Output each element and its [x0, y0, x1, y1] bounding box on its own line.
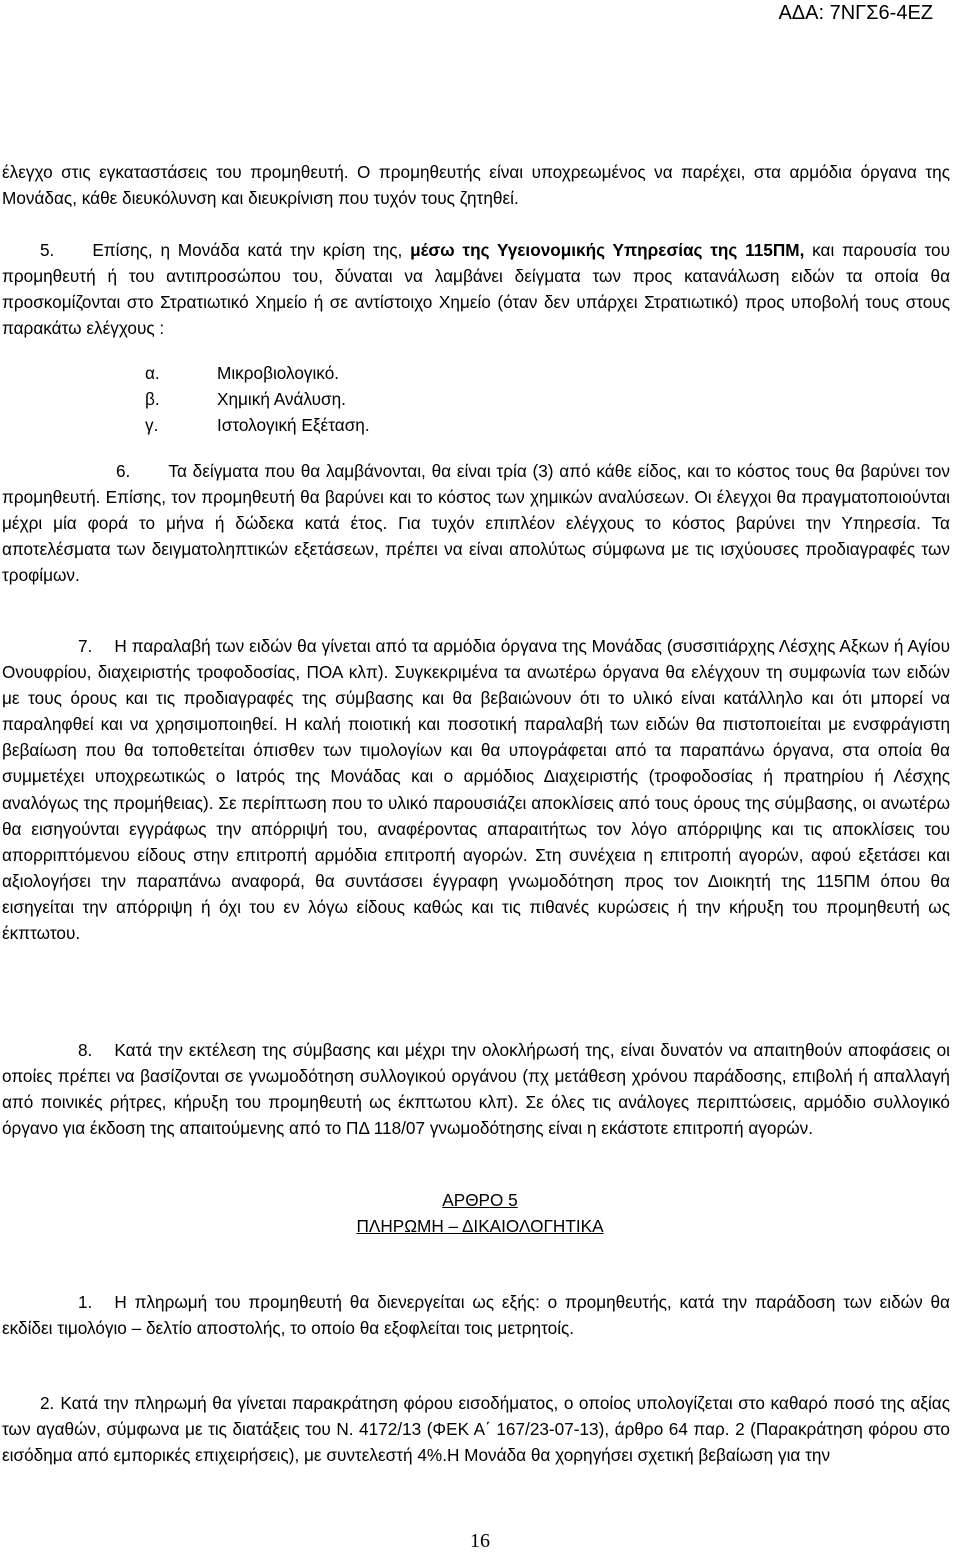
paragraph-5: [2, 237, 950, 341]
paragraph-8: [2, 1037, 950, 1141]
intro-paragraph: έλεγχο στις εγκαταστάσεις του προμηθευτή. Ο προμηθευτής είναι υποχρεωμένος να παρέχει, στα αρμόδια όργανα της Μονάδας, κάθε διευκόλυνση και διευκρίνιση που τυχόν τους ζητηθεί.: [2, 162, 950, 209]
test-item-label: β.: [145, 389, 160, 409]
article-paragraph-2: [2, 1390, 950, 1468]
paragraph-7: [2, 633, 950, 946]
test-item-a: [145, 360, 339, 386]
paragraph-5-text-b: και παρουσία του προμηθευτή ή του αντιπροσώπου του, δύναται να λαμβάνει δείγματα των προς κατανάλωση ειδών τα οποία θα προσκομίζονται στο Στρατιωτικό Χημείο ή σε αντίστοιχο Χημείο (όταν δεν υπάρχει Στρατιωτικό) προς υποβολή τους στους παρακάτω ελέγχους :: [2, 240, 950, 339]
paragraph-6-text: Τα δείγματα που θα λαμβάνονται, θα είναι τρία (3) από κάθε είδος, και το κόστος τους θα βαρύνει τον προμηθευτή. Επίσης, τον προμηθευτή θα βαρύνει και το κόστος των χημικών αναλύσεων. Οι έλεγχοι θα πραγματοποιούνται μέχρι μία φορά το μήνα ή δώδεκα κατά έτος. Για τυχόν επιπλέον ελέγχους το κόστος βαρύνει την Υπηρεσία. Τα αποτελέσματα των δειγματοληπτικών εξετάσεων, πρέπει να είναι απολύτως σύμφωνα με τις ισχύουσες προδιαγραφές των τροφίμων.: [2, 461, 950, 586]
paragraph-8-text: Κατά την εκτέλεση της σύμβασης και μέχρι την ολοκλήρωσή της, είναι δυνατόν να απαιτηθούν αποφάσεις οι οποίες πρέπει να βασίζονται σε γνωμοδότηση συλλογικού οργάνου (πχ μετάθεση χρόνου παράδοσης, επιβολή ή απαλλαγή από ποινικές ρήτρες, κήρυξη του προμηθευτή ως έκπτωτου κλπ). Σε όλες τις ανάλογες περιπτώσεις, αρμόδιο συλλογικό όργανο για έκδοση της απαιτούμενης από το ΠΔ 118/07 γνωμοδότησης είναι η εκάστοτε επιτροπή αγορών.: [2, 1040, 950, 1139]
article-title: ΑΡΘΡΟ 5: [442, 1190, 518, 1210]
paragraph-5-text-a: Επίσης, η Μονάδα κατά την κρίση της,: [92, 240, 411, 260]
article-paragraph-1-text: Η πληρωμή του προμηθευτή θα διενεργείται ως εξής: ο προμηθευτής, κατά την παράδοση των ειδών θα εκδίδει τιμολόγιο – δελτίο αποστολής, το οποίο θα εξοφλείται τοις μετρητοίς.: [2, 1292, 950, 1339]
paragraph-5-number: 5.: [40, 240, 55, 260]
test-item-b: [145, 386, 346, 412]
test-item-text: Χημική Ανάλυση.: [217, 389, 346, 409]
page-number: 16: [470, 1530, 490, 1552]
article-paragraph-2-number: 2.: [40, 1393, 55, 1413]
article-paragraph-2-text: Κατά την πληρωμή θα γίνεται παρακράτηση φόρου εισοδήματος, ο οποίος υπολογίζεται στο καθαρό ποσό της αξίας των αγαθών, σύμφωνα με τις διατάξεις του Ν. 4172/13 (ΦΕΚ Α΄ 167/23-07-13), άρθρο 64 παρ. 2 (Παρακράτηση φόρου στο εισόδημα από εμπορικές επιχειρήσεις), με συντελεστή 4%.Η Μονάδα θα χορηγήσει σχετική βεβαίωση για την: [2, 1393, 950, 1466]
paragraph-7-text: Η παραλαβή των ειδών θα γίνεται από τα αρμόδια όργανα της Μονάδας (συσσιτιάρχης Λέσχης Αξκων ή Αγίου Ονουφρίου, διαχειριστής τροφοδοσίας, ΠΟΑ κλπ). Συγκεκριμένα τα ανωτέρω όργανα θα ελέγχουν τη συμφωνία των ειδών με τους όρους και τις προδιαγραφές της σύμβασης και θα βεβαιώνουν ότι το υλικό είναι κατάλληλο και ότι μπορεί να παραληφθεί και να χρησιμοποιηθεί. Η καλή ποιοτική και ποσοτική παραλαβή των ειδών θα πιστοποιείται με ενσφράγιστη βεβαίωση που θα τοποθετείται όπισθεν των τιμολογίων και θα υπογράφεται από τα παραπάνω όργανα, στα οποία θα συμμετέχει υποχρεωτικώς ο Ιατρός της Μονάδας και ο αρμόδιος Διαχειριστής (τροφοδοσίας ή πρατηρίου ή Λέσχης αναλόγως της προμήθειας). Σε περίπτωση που το υλικό παρουσιάζει αποκλίσεις από τους όρους της σύμβασης, οι ανωτέρω θα εισηγούνται εγγράφως την απόρριψή του, αναφέροντας απαραιτήτως τον λόγο απόρριψης και τις αποκλίσεις του απορριπτόμενου είδους στην επιτροπή αρμόδια επιτροπή αγορών. Στη συνέχεια η επιτροπή αγορών, αφού εξετάσει και αξιολογήσει την παραπάνω αναφορά, θα συντάσσει έγγραφη γνωμοδότηση προς τον Διοικητή της 115ΠΜ όπου θα εισηγείται την απόρριψη ή όχι του εν λόγω είδους καθώς και τις πιθανές κυρώσεις ή την κήρυξη του προμηθευτή ως έκπτωτου.: [2, 636, 950, 944]
paragraph-5-bold: μέσω της Υγειονομικής Υπηρεσίας της 115ΠΜ,: [410, 240, 805, 260]
paragraph-7-number: 7.: [78, 636, 93, 656]
test-item-label: γ.: [145, 415, 159, 435]
test-item-text: Ιστολογική Εξέταση.: [217, 415, 370, 435]
paragraph-6: [2, 458, 950, 588]
article-subtitle: ΠΛΗΡΩΜΗ – ΔΙΚΑΙΟΛΟΓΗΤΙΚΑ: [356, 1216, 604, 1236]
paragraph-6-number: 6.: [116, 461, 131, 481]
ada-code: ΑΔΑ: 7ΝΓΣ6-4ΕΖ: [778, 2, 933, 24]
test-item-label: α.: [145, 363, 160, 383]
article-paragraph-1: [2, 1289, 950, 1341]
test-item-text: Μικροβιολογικό.: [217, 363, 340, 383]
article-paragraph-1-number: 1.: [78, 1292, 93, 1312]
test-item-c: [145, 412, 370, 438]
paragraph-8-number: 8.: [78, 1040, 93, 1060]
